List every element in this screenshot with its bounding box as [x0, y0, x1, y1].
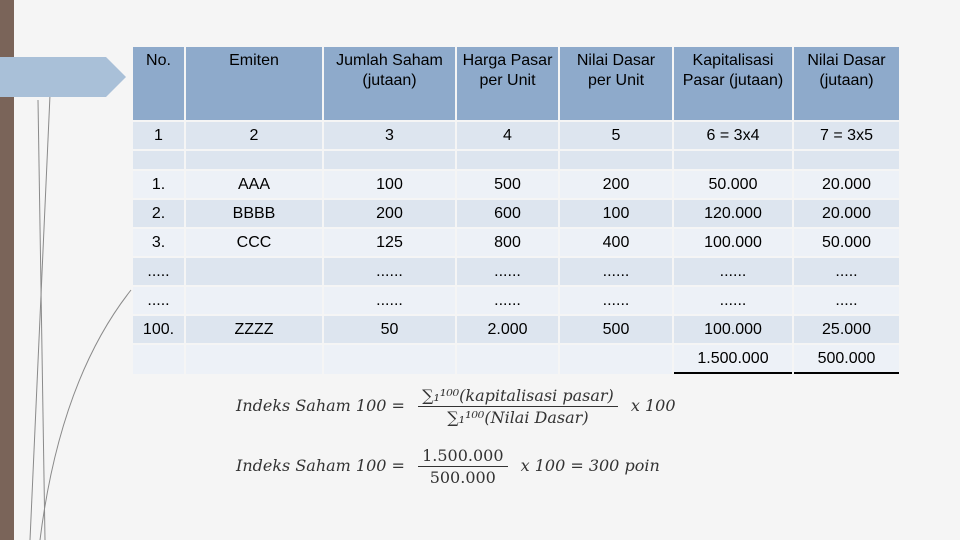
- col-number: 1: [133, 122, 184, 149]
- cell-nilai-dasar: 25.000: [794, 316, 899, 343]
- cell-emiten: [186, 258, 322, 285]
- cell-nilai-dasar: .....: [794, 287, 899, 314]
- cell-harga: 500: [457, 171, 558, 198]
- cell-harga: 2.000: [457, 316, 558, 343]
- table-row: [133, 316, 899, 343]
- cell-nilai-dasar-unit: 500: [560, 316, 672, 343]
- header-nilai-dasar-unit: Nilai Dasar per Unit: [560, 47, 672, 120]
- formula-rhs: x 100 = 300 poin: [520, 456, 660, 475]
- formula-denominator: 500.000: [429, 468, 496, 487]
- table-row: [133, 171, 899, 198]
- col-number: 5: [560, 122, 672, 149]
- cell-nilai-dasar-unit: 200: [560, 171, 672, 198]
- cell-emiten: ZZZZ: [186, 316, 322, 343]
- arrow-shape: [0, 57, 130, 97]
- cell-kapitalisasi: 100.000: [674, 316, 792, 343]
- cell-emiten: BBBB: [186, 200, 322, 227]
- col-number: 4: [457, 122, 558, 149]
- formula-lhs: Indeks Saham 100 =: [236, 456, 405, 475]
- cell-harga: ......: [457, 258, 558, 285]
- header-jumlah-saham: Jumlah Saham (jutaan): [324, 47, 455, 120]
- cell-nilai-dasar: 50.000: [794, 229, 899, 256]
- cell-nilai-dasar: 20.000: [794, 171, 899, 198]
- column-number-row: [133, 122, 899, 149]
- cell-jumlah: 125: [324, 229, 455, 256]
- cell-kapitalisasi: 50.000: [674, 171, 792, 198]
- cell-nilai-dasar: .....: [794, 258, 899, 285]
- spacer-row: [133, 151, 899, 169]
- cell-kapitalisasi: ......: [674, 258, 792, 285]
- table-row: [133, 200, 899, 227]
- formula-numerator: ∑₁¹⁰⁰(kapitalisasi pasar): [418, 386, 618, 407]
- formula-index-calculation: [236, 446, 660, 487]
- col-number: 3: [324, 122, 455, 149]
- col-number: 6 = 3x4: [674, 122, 792, 149]
- table-row: [133, 258, 899, 285]
- cell-nilai-dasar-unit: 100: [560, 200, 672, 227]
- index-table: [131, 45, 901, 376]
- formula-fraction: [418, 386, 618, 427]
- cell-kapitalisasi: 120.000: [674, 200, 792, 227]
- header-harga-pasar: Harga Pasar per Unit: [457, 47, 558, 120]
- cell-harga: ......: [457, 287, 558, 314]
- formula-denominator: ∑₁¹⁰⁰(Nilai Dasar): [447, 408, 589, 427]
- table-row: [133, 287, 899, 314]
- table-row: [133, 229, 899, 256]
- cell-emiten: [186, 287, 322, 314]
- formula-rhs: x 100: [630, 396, 676, 415]
- cell-emiten: AAA: [186, 171, 322, 198]
- cell-jumlah: 200: [324, 200, 455, 227]
- col-number: 7 = 3x5: [794, 122, 899, 149]
- cell-nilai-dasar-unit: ......: [560, 287, 672, 314]
- header-no: No.: [133, 47, 184, 120]
- formula-lhs: Indeks Saham 100 =: [236, 396, 405, 415]
- header-emiten: Emiten: [186, 47, 322, 120]
- col-number: 2: [186, 122, 322, 149]
- formula-index-general: [236, 386, 676, 427]
- total-kapitalisasi: 1.500.000: [674, 345, 792, 374]
- cell-no: 100.: [133, 316, 184, 343]
- header-kapitalisasi: Kapitalisasi Pasar (jutaan): [674, 47, 792, 120]
- totals-row: [133, 345, 899, 374]
- cell-jumlah: ......: [324, 258, 455, 285]
- total-nilai-dasar: 500.000: [794, 345, 899, 374]
- header-nilai-dasar: Nilai Dasar (jutaan): [794, 47, 899, 120]
- cell-harga: 800: [457, 229, 558, 256]
- cell-no: 1.: [133, 171, 184, 198]
- cell-no: .....: [133, 287, 184, 314]
- cell-no: 3.: [133, 229, 184, 256]
- cell-no: 2.: [133, 200, 184, 227]
- cell-emiten: CCC: [186, 229, 322, 256]
- header-row: [133, 47, 899, 120]
- cell-nilai-dasar-unit: ......: [560, 258, 672, 285]
- cell-no: .....: [133, 258, 184, 285]
- cell-kapitalisasi: 100.000: [674, 229, 792, 256]
- cell-jumlah: 50: [324, 316, 455, 343]
- cell-nilai-dasar: 20.000: [794, 200, 899, 227]
- formula-numerator: 1.500.000: [418, 446, 507, 467]
- cell-nilai-dasar-unit: 400: [560, 229, 672, 256]
- cell-harga: 600: [457, 200, 558, 227]
- cell-kapitalisasi: ......: [674, 287, 792, 314]
- formula-fraction: [418, 446, 507, 487]
- cell-jumlah: ......: [324, 287, 455, 314]
- cell-jumlah: 100: [324, 171, 455, 198]
